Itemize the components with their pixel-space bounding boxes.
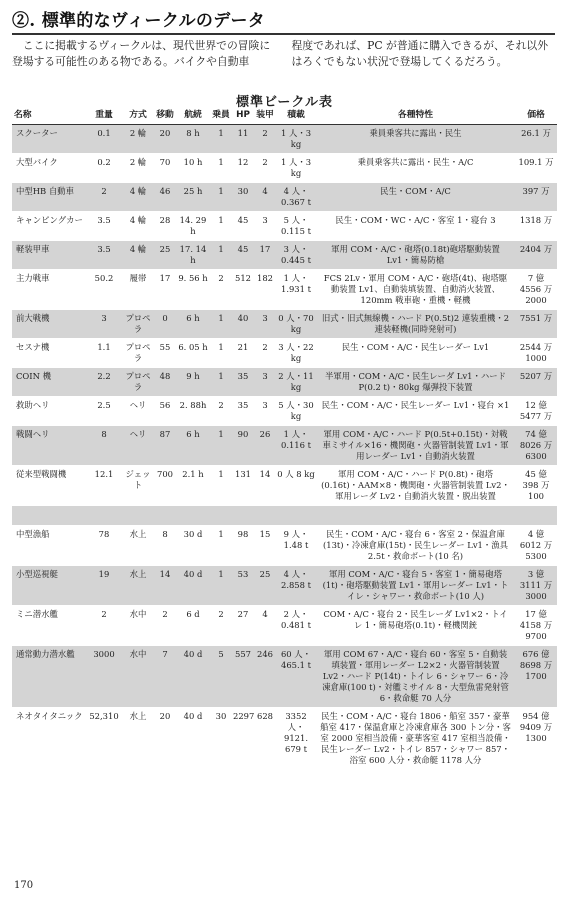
mode-cell: ヘリ [122, 426, 154, 466]
vehicle-name: 中型HB 自動車 [12, 183, 86, 212]
move-cell: 17 [154, 270, 176, 310]
vehicle-name: 従来型戦闘機 [12, 466, 86, 506]
crew-cell: 1 [210, 368, 232, 397]
price-cell: 2544 万 1000 [515, 339, 557, 368]
cargo-cell: 1 人・0.116 t [276, 426, 316, 466]
hp-cell: 12 [232, 154, 254, 183]
cargo-cell: 2 人・0.481 t [276, 606, 316, 646]
cargo-cell: 5 人・30 kg [276, 397, 316, 426]
hp-cell: 2297 [232, 708, 254, 770]
vehicle-name: 大型バイク [12, 154, 86, 183]
features-cell: 軍用 COM・A/C・ハード P(0.5t+0.15t)・対戦車ミサイル×16・機関砲・火器管制装置 Lv1・軍用レーダー Lv1・自動消火装置 [316, 426, 515, 466]
features-cell: 半軍用・COM・A/C・民生レーダ Lv1・ハード P(0.2 t)・80kg 爆弾投下装置 [316, 368, 515, 397]
weight-cell: 50.2 [86, 270, 122, 310]
page-number: 170 [14, 880, 34, 891]
hp-cell [232, 506, 254, 526]
table-row [12, 310, 557, 339]
vehicle-name: スクーター [12, 125, 86, 154]
weight-cell: 2.2 [86, 368, 122, 397]
crew-cell: 1 [210, 183, 232, 212]
range-cell: 40 d [176, 708, 210, 770]
table-row [12, 212, 557, 241]
table-row [12, 154, 557, 183]
table-row [12, 397, 557, 426]
weight-cell: 3000 [86, 646, 122, 708]
price-cell: 4 億 6012 万 5300 [515, 526, 557, 566]
price-cell: 74 億 8026 万 6300 [515, 426, 557, 466]
header-name: 名称 [12, 108, 86, 125]
range-cell: 6 h [176, 310, 210, 339]
crew-cell: 30 [210, 708, 232, 770]
price-cell: 676 億 8698 万 1700 [515, 646, 557, 708]
features-cell: 軍用 COM・A/C・砲塔(0.18t)砲塔駆動装置 Lv1・簡易防槍 [316, 241, 515, 270]
weight-cell: 0.1 [86, 125, 122, 154]
cargo-cell: 9 人・1.48 t [276, 526, 316, 566]
hp-cell: 53 [232, 566, 254, 606]
crew-cell: 2 [210, 397, 232, 426]
features-cell: 民生・COM・A/C・民生レーダー Lv1 [316, 339, 515, 368]
range-cell: 6 d [176, 606, 210, 646]
table-row [12, 241, 557, 270]
header-range: 航続 [176, 108, 210, 125]
price-cell: 3 億 3111 万 3000 [515, 566, 557, 606]
table-row [12, 466, 557, 506]
mode-cell: 4 輪 [122, 212, 154, 241]
cargo-cell: 3352 人・9121. 679 t [276, 708, 316, 770]
features-cell: 民生・COM・WC・A/C・客室 1・寝台 3 [316, 212, 515, 241]
hp-cell: 131 [232, 466, 254, 506]
hp-cell: 27 [232, 606, 254, 646]
move-cell: 55 [154, 339, 176, 368]
weight-cell: 8 [86, 426, 122, 466]
mode-cell: 2 輪 [122, 125, 154, 154]
armor-cell: 25 [254, 566, 276, 606]
vehicle-name: 主力戦車 [12, 270, 86, 310]
table-row [12, 606, 557, 646]
mode-cell [122, 506, 154, 526]
section-title: ②. 標準的なヴィークルのデータ [12, 11, 266, 31]
move-cell: 700 [154, 466, 176, 506]
range-cell: 9. 56 h [176, 270, 210, 310]
range-cell: 10 h [176, 154, 210, 183]
hp-cell: 512 [232, 270, 254, 310]
armor-cell: 14 [254, 466, 276, 506]
price-cell: 12 億 5477 万 [515, 397, 557, 426]
table-row [12, 526, 557, 566]
table-row [12, 646, 557, 708]
move-cell: 14 [154, 566, 176, 606]
features-cell: COM・A/C・寝台 2・民生レーダ Lv1×2・トイレ 1・簡易砲塔(0.1t)・軽機関銃 [316, 606, 515, 646]
move-cell [154, 506, 176, 526]
move-cell: 46 [154, 183, 176, 212]
table-row [12, 183, 557, 212]
armor-cell: 2 [254, 125, 276, 154]
features-cell [316, 506, 515, 526]
vehicle-name: 通常動力潜水艦 [12, 646, 86, 708]
price-cell: 954 億 9409 万 1300 [515, 708, 557, 770]
header-move: 移動 [154, 108, 176, 125]
header-cargo: 積載 [276, 108, 316, 125]
price-cell: 7551 万 [515, 310, 557, 339]
hp-cell: 45 [232, 212, 254, 241]
features-cell: FCS 2Lv・軍用 COM・A/C・砲塔(4t)、砲塔駆動装置 Lv1、自動装填装置、自動消火装置、120mm 戦車砲・重機・軽機 [316, 270, 515, 310]
vehicle-name: COIN 機 [12, 368, 86, 397]
mode-cell: 4 輪 [122, 241, 154, 270]
move-cell: 2 [154, 606, 176, 646]
price-cell: 5207 万 [515, 368, 557, 397]
weight-cell: 2 [86, 606, 122, 646]
armor-cell: 3 [254, 310, 276, 339]
cargo-cell: 2 人・11 kg [276, 368, 316, 397]
price-cell: 7 億 4556 万 2000 [515, 270, 557, 310]
range-cell: 40 d [176, 646, 210, 708]
cargo-cell: 0 人・70 kg [276, 310, 316, 339]
mode-cell: 水上 [122, 526, 154, 566]
hp-cell: 35 [232, 397, 254, 426]
features-cell: 民生・COM・A/C [316, 183, 515, 212]
section-header [12, 6, 555, 35]
header-armor: 装甲 [254, 108, 276, 125]
vehicle-name: 軽装甲車 [12, 241, 86, 270]
table-row [12, 506, 557, 526]
price-cell: 397 万 [515, 183, 557, 212]
weight-cell: 78 [86, 526, 122, 566]
range-cell: 2.1 h [176, 466, 210, 506]
table-body [12, 125, 557, 770]
crew-cell: 2 [210, 270, 232, 310]
table-row [12, 426, 557, 466]
price-cell: 17 億 4158 万 9700 [515, 606, 557, 646]
range-cell: 17. 14 h [176, 241, 210, 270]
armor-cell: 3 [254, 397, 276, 426]
weight-cell: 2 [86, 183, 122, 212]
table-title: 標準ビークル表 [235, 95, 334, 110]
vehicle-name: 中型漁船 [12, 526, 86, 566]
cargo-cell: 1 人・3 kg [276, 125, 316, 154]
cargo-cell: 4 人・0.367 t [276, 183, 316, 212]
armor-cell: 182 [254, 270, 276, 310]
features-cell: 軍用 COM・A/C・ハード P(0.8t)・砲塔(0.16t)・AAM×8・機関砲・火器管制装置 Lv2・軍用レーダ Lv2・自動消火装置・脱出装置 [316, 466, 515, 506]
move-cell: 0 [154, 310, 176, 339]
header-hp: HP [232, 108, 254, 125]
crew-cell: 1 [210, 125, 232, 154]
features-cell: 軍用 COM・A/C・寝台 5・客室 1・簡易砲塔(1t)・砲塔駆動装置 Lv1・軍用レーダー Lv1・トイレ・シャワー・救命ボート(10 人) [316, 566, 515, 606]
price-cell: 45 億 398 万 100 [515, 466, 557, 506]
move-cell: 20 [154, 708, 176, 770]
crew-cell: 1 [210, 339, 232, 368]
cargo-cell: 1 人・1.931 t [276, 270, 316, 310]
cargo-cell: 3 人・0.445 t [276, 241, 316, 270]
cargo-cell: 0 人 8 kg [276, 466, 316, 506]
features-cell: 軍用 COM 67・A/C・寝台 60・客室 5・自動装填装置・軍用レーダー L2×2・火器管制装置 Lv2・ハード P(14t)・トイレ 6・シャワー 6・冷凍倉庫(100 t)・対艦ミサイル 8・大型魚雷発射管 6・救命艇 70 人分 [316, 646, 515, 708]
features-cell: 乗員乗客共に露出・民生・A/C [316, 154, 515, 183]
move-cell: 20 [154, 125, 176, 154]
hp-cell: 21 [232, 339, 254, 368]
mode-cell: プロペラ [122, 368, 154, 397]
table-header-row [12, 108, 557, 125]
crew-cell: 5 [210, 646, 232, 708]
range-cell: 2. 88h [176, 397, 210, 426]
mode-cell: 4 輪 [122, 183, 154, 212]
weight-cell [86, 506, 122, 526]
features-cell: 民生・COM・A/C・寝台 6・客室 2・保温倉庫(13t)・冷凍倉庫(15t)・民生レーダー Lv1・漁具 2.5t・救命ボート(10 名) [316, 526, 515, 566]
armor-cell: 26 [254, 426, 276, 466]
weight-cell: 19 [86, 566, 122, 606]
price-cell: 2404 万 [515, 241, 557, 270]
armor-cell: 2 [254, 154, 276, 183]
crew-cell: 2 [210, 606, 232, 646]
mode-cell: 2 輪 [122, 154, 154, 183]
hp-cell: 90 [232, 426, 254, 466]
vehicle-name: キャンピングカー [12, 212, 86, 241]
cargo-cell: 60 人・465.1 t [276, 646, 316, 708]
mode-cell: プロペラ [122, 310, 154, 339]
table-row [12, 270, 557, 310]
armor-cell: 2 [254, 339, 276, 368]
hp-cell: 98 [232, 526, 254, 566]
range-cell [176, 506, 210, 526]
intro-paragraph-left: ここに掲載するヴィークルは、現代世界での冒険に登場する可能性のある物である。バイクや自動車 [12, 39, 271, 68]
move-cell: 56 [154, 397, 176, 426]
move-cell: 8 [154, 526, 176, 566]
vehicle-name: 戦闘ヘリ [12, 426, 86, 466]
vehicle-name: セスナ機 [12, 339, 86, 368]
hp-cell: 30 [232, 183, 254, 212]
armor-cell [254, 506, 276, 526]
armor-cell: 628 [254, 708, 276, 770]
intro-paragraph-right: 程度であれば、PC が普通に購入できるが、それ以外はろくでもない状況で登場してくるだろう。 [291, 39, 548, 68]
table-row [12, 708, 557, 770]
range-cell: 30 d [176, 526, 210, 566]
crew-cell: 1 [210, 426, 232, 466]
cargo-cell: 1 人・3 kg [276, 154, 316, 183]
vehicle-name: 救助ヘリ [12, 397, 86, 426]
crew-cell: 1 [210, 526, 232, 566]
armor-cell: 4 [254, 183, 276, 212]
mode-cell: 水上 [122, 708, 154, 770]
armor-cell: 15 [254, 526, 276, 566]
range-cell: 8 h [176, 125, 210, 154]
crew-cell: 1 [210, 566, 232, 606]
cargo-cell: 5 人・0.115 t [276, 212, 316, 241]
crew-cell: 1 [210, 154, 232, 183]
features-cell: 旧式・旧式無線機・ハード P(0.5t)2 連装重機・2 連装軽機(同時発射可) [316, 310, 515, 339]
crew-cell: 1 [210, 466, 232, 506]
move-cell: 7 [154, 646, 176, 708]
header-features: 各種特性 [316, 108, 515, 125]
header-mode: 方式 [122, 108, 154, 125]
hp-cell: 557 [232, 646, 254, 708]
weight-cell: 12.1 [86, 466, 122, 506]
move-cell: 25 [154, 241, 176, 270]
weight-cell: 3.5 [86, 212, 122, 241]
table-row [12, 566, 557, 606]
armor-cell: 17 [254, 241, 276, 270]
features-cell: 民生・COM・A/C・寝台 1806・船室 357・豪華船室 417・保温倉庫と冷凍倉庫各 300 トン分・客室 2000 室相当設備・豪華客室 417 室相当設備・民生レーダー Lv2・トイレ 857・シャワー 857・浴室 600 人分・救命艇 1178 人分 [316, 708, 515, 770]
mode-cell: ジェット [122, 466, 154, 506]
armor-cell: 4 [254, 606, 276, 646]
weight-cell: 52,310 [86, 708, 122, 770]
header-price: 価格 [515, 108, 557, 125]
features-cell: 乗員乗客共に露出・民生 [316, 125, 515, 154]
vehicle-name: ミニ潜水艦 [12, 606, 86, 646]
cargo-cell: 3 人・22 kg [276, 339, 316, 368]
weight-cell: 0.2 [86, 154, 122, 183]
range-cell: 9 h [176, 368, 210, 397]
hp-cell: 35 [232, 368, 254, 397]
hp-cell: 40 [232, 310, 254, 339]
range-cell: 6 h [176, 426, 210, 466]
range-cell: 6. 05 h [176, 339, 210, 368]
mode-cell: 水上 [122, 566, 154, 606]
cargo-cell: 4 人・2.858 t [276, 566, 316, 606]
header-crew: 乗員 [210, 108, 232, 125]
range-cell: 40 d [176, 566, 210, 606]
crew-cell [210, 506, 232, 526]
intro-text [12, 38, 557, 70]
range-cell: 25 h [176, 183, 210, 212]
crew-cell: 1 [210, 241, 232, 270]
table-row [12, 339, 557, 368]
crew-cell: 1 [210, 212, 232, 241]
armor-cell: 3 [254, 368, 276, 397]
price-cell [515, 506, 557, 526]
mode-cell: 履帯 [122, 270, 154, 310]
table-row [12, 368, 557, 397]
weight-cell: 3 [86, 310, 122, 339]
vehicle-spec-table [12, 108, 557, 770]
move-cell: 87 [154, 426, 176, 466]
move-cell: 70 [154, 154, 176, 183]
crew-cell: 1 [210, 310, 232, 339]
cargo-cell [276, 506, 316, 526]
price-cell: 1318 万 [515, 212, 557, 241]
armor-cell: 246 [254, 646, 276, 708]
price-cell: 109.1 万 [515, 154, 557, 183]
mode-cell: 水中 [122, 646, 154, 708]
features-cell: 民生・COM・A/C・民生レーダー Lv1・寝台 ×1 [316, 397, 515, 426]
move-cell: 28 [154, 212, 176, 241]
vehicle-name [12, 506, 86, 526]
mode-cell: 水中 [122, 606, 154, 646]
vehicle-name: ネオタイタニック [12, 708, 86, 770]
mode-cell: ヘリ [122, 397, 154, 426]
range-cell: 14. 29 h [176, 212, 210, 241]
hp-cell: 11 [232, 125, 254, 154]
move-cell: 48 [154, 368, 176, 397]
hp-cell: 45 [232, 241, 254, 270]
table-row [12, 125, 557, 154]
vehicle-name: 前大戦機 [12, 310, 86, 339]
weight-cell: 3.5 [86, 241, 122, 270]
price-cell: 26.1 万 [515, 125, 557, 154]
weight-cell: 2.5 [86, 397, 122, 426]
header-weight: 重量 [86, 108, 122, 125]
armor-cell: 3 [254, 212, 276, 241]
weight-cell: 1.1 [86, 339, 122, 368]
mode-cell: プロペラ [122, 339, 154, 368]
vehicle-name: 小型巡視艇 [12, 566, 86, 606]
